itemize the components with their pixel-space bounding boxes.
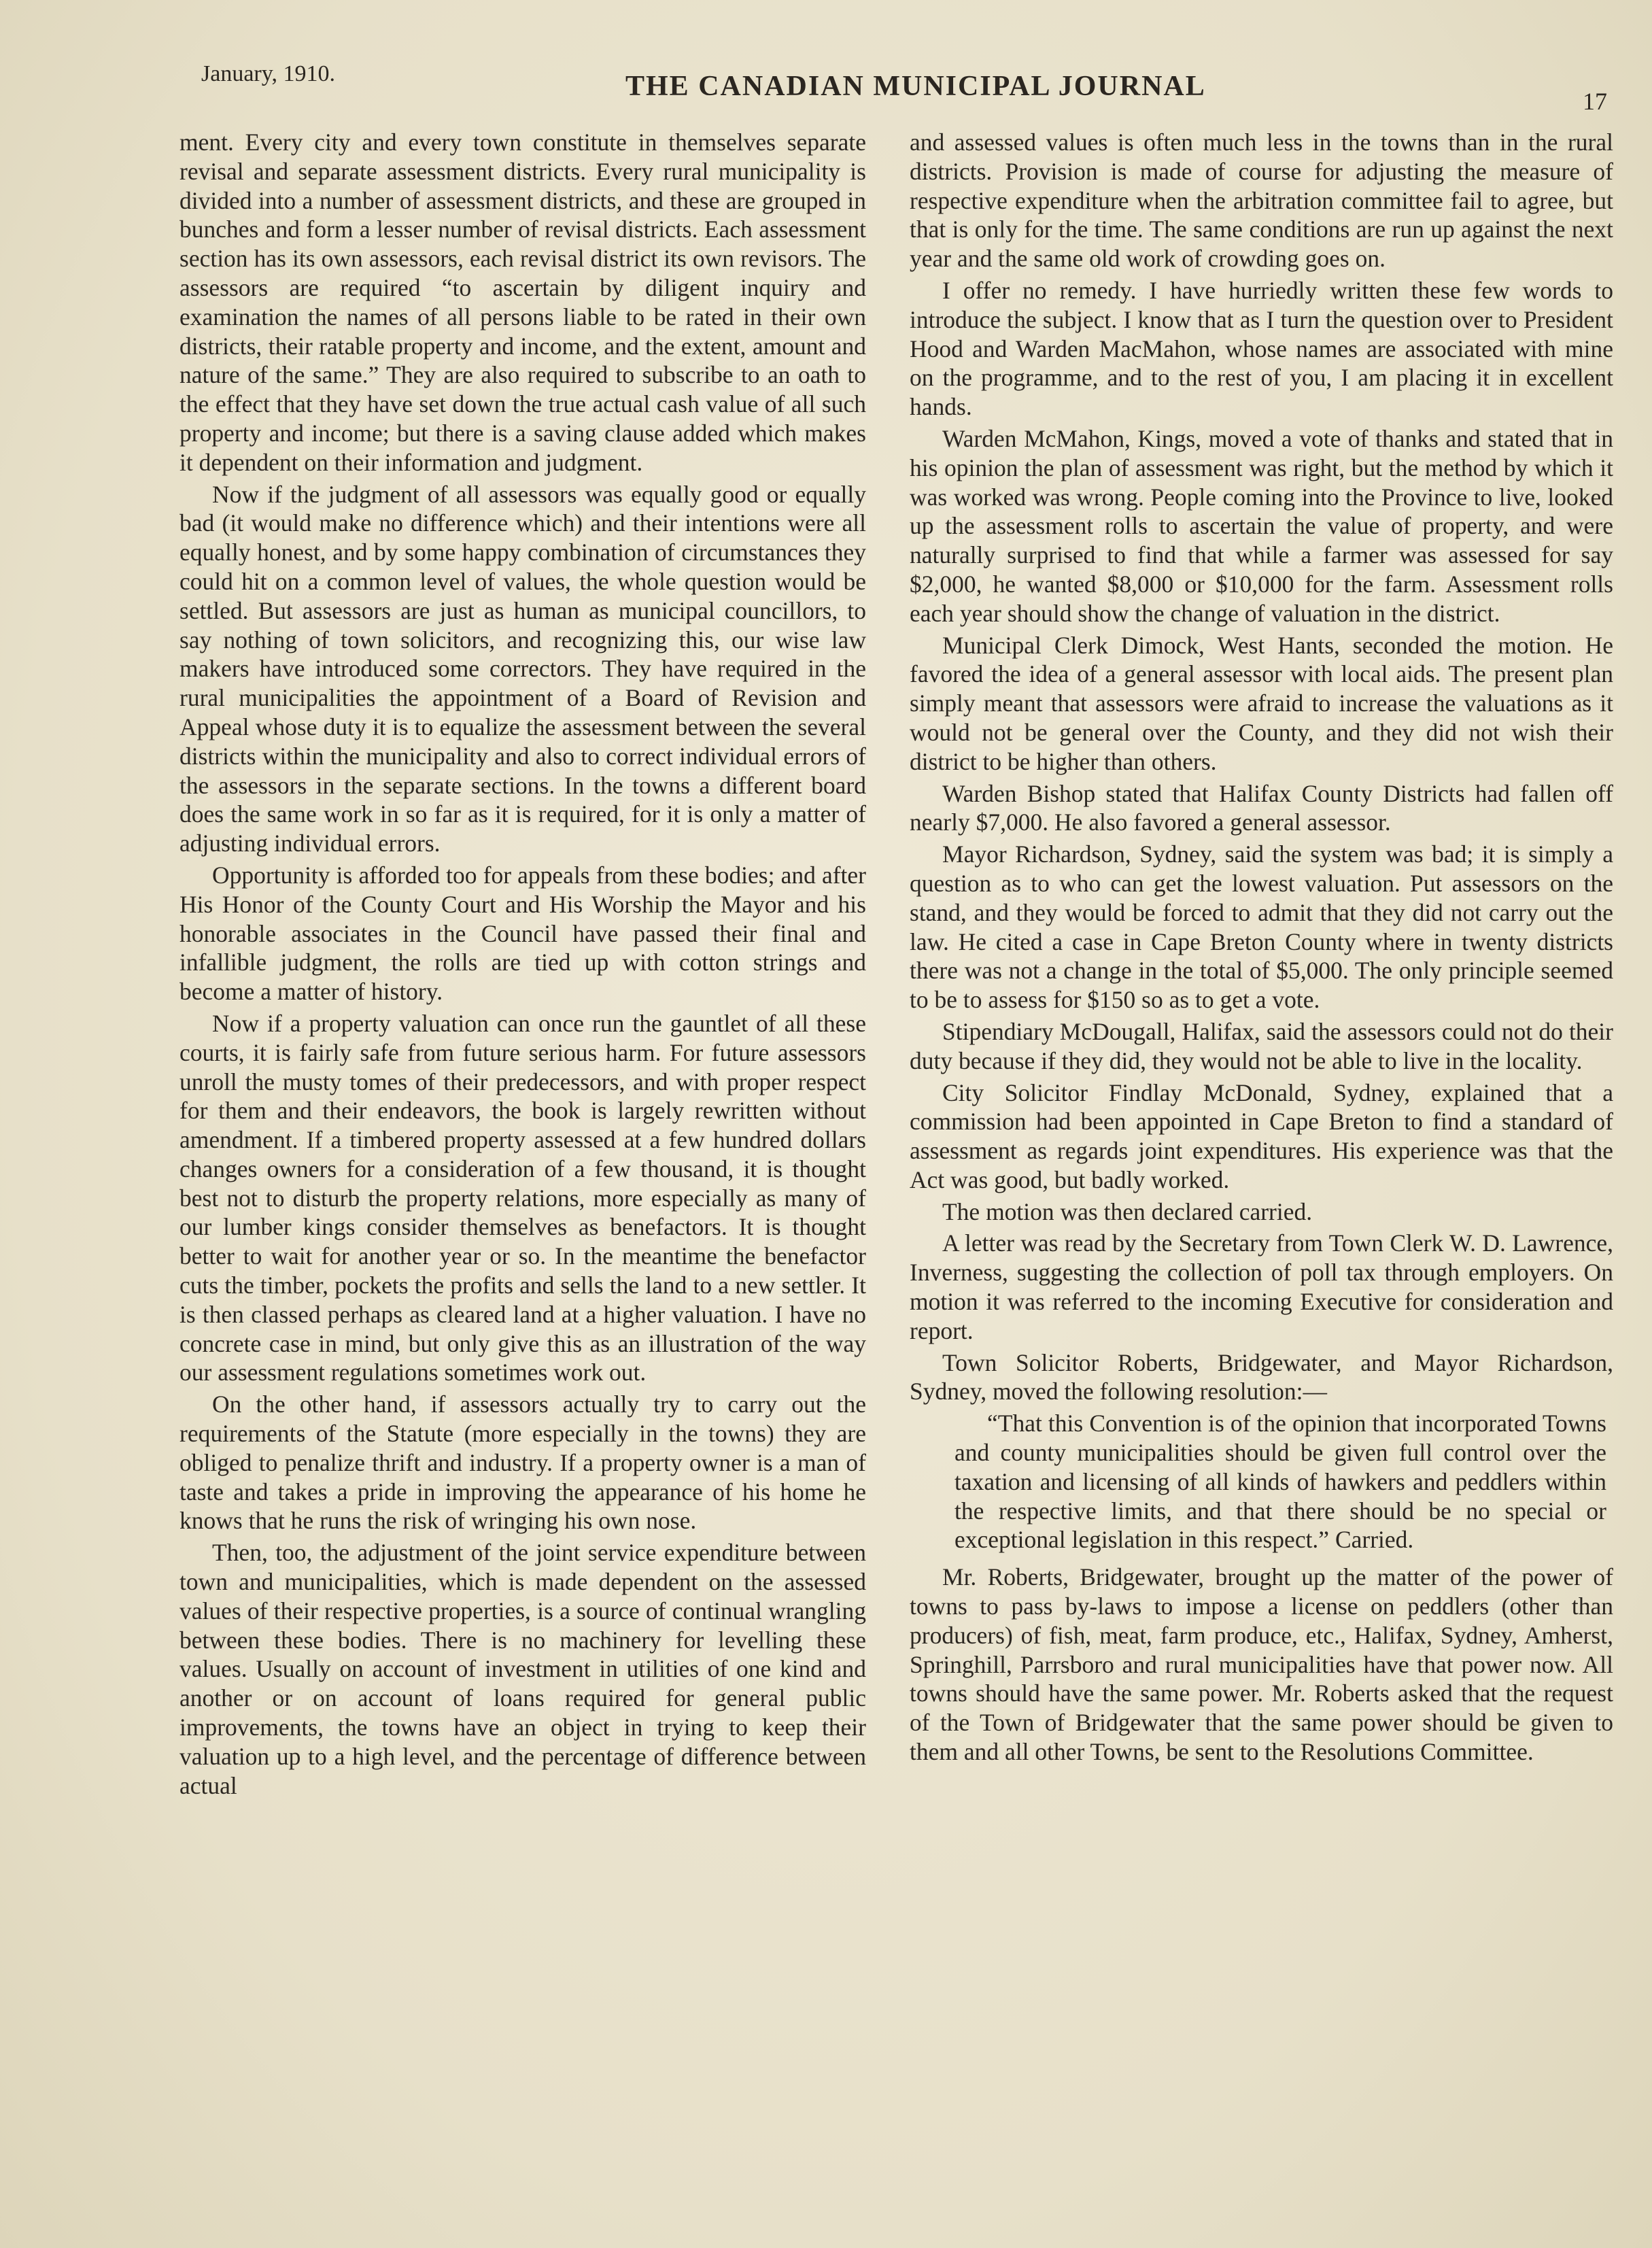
resolution-quote: “That this Convention is of the opinion that incorporated Towns and county municipalities should be given full control over the taxation and licensing of all kinds of hawkers and peddlers within the respective limits, and that there should be no special or exceptional legislation in this respect.” Carried.: [954, 1410, 1606, 1554]
paragraph: On the other hand, if assessors actually try to carry out the requirements of the Statute (more especially in the towns) they are obliged to penalize thrift and industry. If a property owner is a man of taste and takes a pride in improving the appearance of his home he knows that he runs the risk of wringing his own nose.: [179, 1391, 866, 1535]
paragraph: Warden McMahon, Kings, moved a vote of thanks and stated that in his opinion the plan of assessment was right, but the method by which it was worked was wrong. People coming into the Province to live, looked up the assessment rolls to ascertain the value of property, and were naturally surprised to find that while a farmer was assessed for say $2,000, he wanted $8,000 or $10,000 for the farm. Assessment rolls each year should show the change of valuation in the district.: [910, 424, 1613, 627]
journal-title: THE CANADIAN MUNICIPAL JOURNAL: [625, 71, 1206, 102]
paragraph: Municipal Clerk Dimock, West Hants, seconded the motion. He favored the idea of a general assessor with local aids. The present plan simply meant that assessors were afraid to increase the valuations as it would not be general over the County, and they did not wish their district to be higher than others.: [910, 631, 1613, 775]
paragraph: Mr. Roberts, Bridgewater, brought up the matter of the power of towns to pass by-laws to impose a license on peddlers (other than producers) of fish, meat, farm produce, etc., Halifax, Sydney, Amherst, Springhill, Parrsboro and rural municipalities have that power now. All towns should have the same power. Mr. Roberts asked that the request of the Town of Bridgewater that the same power should be given to them and all other Towns, be sent to the Resolutions Committee.: [910, 1563, 1613, 1766]
paragraph: The motion was then declared carried.: [942, 1197, 1313, 1225]
paragraph: Warden Bishop stated that Halifax County Districts had fallen off nearly $7,000. He also favored a general assessor.: [910, 779, 1613, 836]
paragraph: City Solicitor Findlay McDonald, Sydney, explained that a commission had been appointed in Cape Breton to find a standard of assessment as regards joint expenditures. His experience was that the Act was good, but badly worked.: [910, 1078, 1613, 1193]
paragraph: Now if a property valuation can once run the gauntlet of all these courts, it is fairly safe from future serious harm. For future assessors unroll the musty tomes of their predecessors, and with proper respect for them and their endeavors, the book is largely rewritten without amendment. If a timbered property assessed at a few hundred dollars changes owners for a consideration of a few thousand, it is thought best not to disturb the property relations, more especially as many of our lumber kings consider themselves as benefactors. It is thought better to wait for another year or so. In the meantime the benefactor cuts the timber, pockets the profits and sells the land to a new settler. It is then classed perhaps as cleared land at a higher valuation. I have no concrete case in mind, but only give this as an illustration of the way our assessment regulations sometimes work out.: [179, 1009, 866, 1386]
paragraph: A letter was read by the Secretary from Town Clerk W. D. Lawrence, Inverness, suggesting the collection of poll tax through employers. On motion it was referred to the incoming Executive for consideration and report.: [910, 1229, 1613, 1344]
right-column: [910, 128, 1613, 1767]
paragraph: Stipendiary McDougall, Halifax, said the assessors could not do their duty because if they did, they would not be able to live in the locality.: [910, 1017, 1613, 1074]
paragraph: Then, too, the adjustment of the joint service expenditure between town and municipalities, which is made dependent on the assessed values of their respective properties, is a source of continual wrangling between these bodies. There is no machinery for levelling these values. Usually on account of investment in utilities of one kind and another or on account of loans required for general public improvements, the towns have an object in trying to keep their valuation up to a high level, and the percentage of difference between actual: [179, 1539, 866, 1799]
paragraph: Now if the judgment of all assessors was equally good or equally bad (it would make no difference which) and their intentions were all equally honest, and by some happy combination of circumstances they could hit on a common level of values, the whole question would be settled. But assessors are just as human as municipal councillors, to say nothing of town solicitors, and recognizing this, our wise law makers have introduced some correctors. They have required in the rural municipalities the appointment of a Board of Revision and Appeal whose duty it is to equalize the assessment between the several districts within the municipality and also to correct individual errors of the assessors in the separate sections. In the towns a different board does the same work in so far as it is required, for it is only a matter of adjusting individual errors.: [179, 480, 866, 857]
paragraph: Mayor Richardson, Sydney, said the system was bad; it is simply a question as to who can get the lowest valuation. Put assessors on the stand, and they would be forced to admit that they did not carry out the law. He cited a case in Cape Breton County where in twenty districts there was not a change in the total of $5,000. The only principle seemed to be to assess for $150 so as to get a vote.: [910, 840, 1613, 1014]
paragraph: I offer no remedy. I have hurriedly written these few words to introduce the subject. I know that as I turn the question over to President Hood and Warden MacMahon, whose names are associated with mine on the programme, and to the rest of you, I am placing it in excellent hands.: [910, 276, 1613, 421]
paragraph: Town Solicitor Roberts, Bridgewater, and Mayor Richardson, Sydney, moved the following resolution:—: [910, 1348, 1613, 1406]
paragraph: ment. Every city and every town constitute in themselves separate revisal and separate assessment districts. Every rural municipality is divided into a number of assessment districts, and these are grouped in bunches and form a lesser number of revisal districts. Each assessment section has its own assessors, each revisal district its own revisors. The assessors are required “to ascertain by diligent inquiry and examination the names of all persons liable to be rated in their own districts, their ratable property and income, and the extent, amount and nature of the same.” They are also required to subscribe to an oath to the effect that they have set down the true actual cash value of all such property and income; but there is a saving clause added which makes it dependent on their information and judgment.: [179, 129, 866, 476]
paragraph: Opportunity is afforded too for appeals from these bodies; and after His Honor of the County Court and His Worship the Mayor and his honorable associates in the Council have passed their final and infallible judgment, the rolls are tied up with cotton strings and become a matter of history.: [179, 861, 866, 1006]
page-number: 17: [1583, 88, 1607, 115]
paragraph: and assessed values is often much less in the towns than in the rural districts. Provision is made of course for adjusting the measure of respective expenditure when the arbitration committee fail to agree, but that is only for the time. The same conditions are run up against the next year and the same old work of crowding goes on.: [910, 129, 1613, 273]
page-header: [0, 0, 1652, 136]
left-column: [179, 128, 866, 1800]
issue-date: January, 1910.: [201, 61, 336, 86]
